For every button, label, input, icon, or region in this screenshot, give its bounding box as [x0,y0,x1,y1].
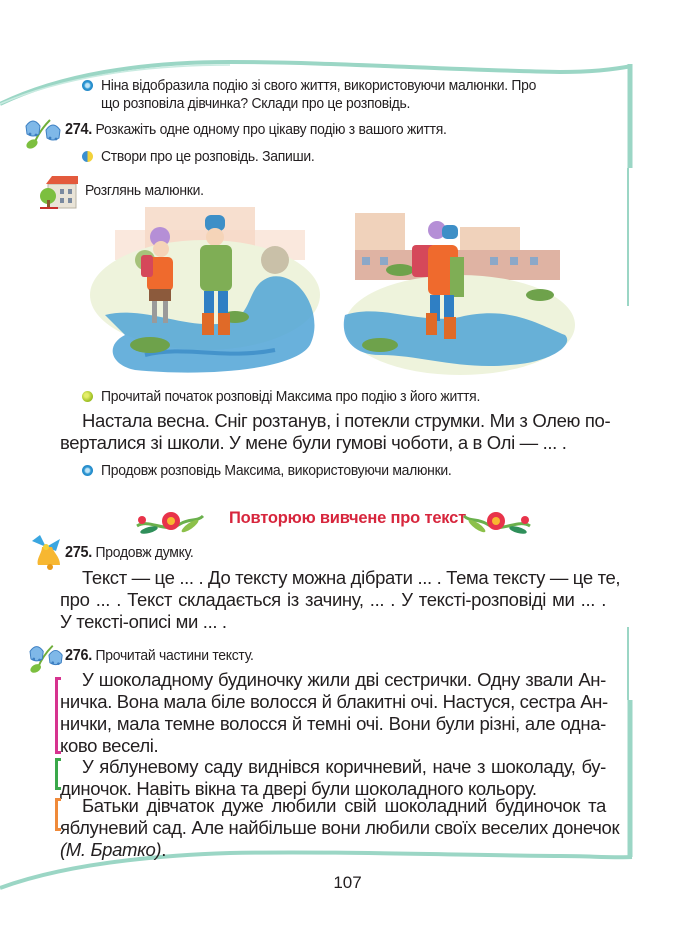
exercise-text: Продовж думку. [95,544,194,561]
part1-line-4: ково веселі. [60,735,159,756]
read-prompt: Прочитай початок розповіді Максима про подію з його життя. [101,388,481,405]
exercise-number: 276. [65,647,92,664]
ex275-line-1: Текст — це ... . До тексту можна дібрати ... . Тема тексту — це те, [82,567,621,588]
part1-line-3: нички, мала темне волосся й темні очі. Вони були різні, але одна- [60,713,606,734]
bell-icon [26,533,66,571]
page-number: 107 [333,873,362,892]
part2-line-1: У яблуневому саду виднівся коричневий, наче з шоколаду, бу- [82,756,606,777]
boy-carrying-girl-across-stream-illustration [340,205,580,375]
part1-line-2: ничка. Вона мала біле волосся й блакитні очі. Настуся, сестра Ан- [60,691,608,712]
children-by-stream-illustration [85,205,330,375]
exercise-text: Прочитай частини тексту. [95,647,254,664]
green-circle-bullet-icon [82,391,93,402]
exercise-number: 274. [65,121,92,138]
exercise-number: 275. [65,544,92,561]
text-part-3 [60,795,620,861]
half-blue-yellow-bullet-icon [82,151,93,162]
continue-prompt: Продовж розповідь Максима, використовуючи малюнки. [101,462,452,479]
exercise-276-prompt [65,645,254,666]
story-line-2: верталися зі школи. У мене були гумові чоботи, а в Олі — ... . [60,432,567,453]
blue-circle-bullet-icon [82,465,93,476]
story-line-1: Настала весна. Сніг розтанув, і потекли струмки. Ми з Олею по- [82,410,611,431]
part3-author-line [60,839,606,861]
author-period: . [161,839,167,860]
exercise-274-sub: Створи про це розповідь. Запиши. [101,148,315,165]
ex275-line-2: про ... . Текст складається із зачину, ... . У тексті-розповіді ми ... . [60,589,606,610]
house-with-tree-icon [38,172,80,210]
part3-line-2: яблуневий сад. Але найбільше вони любили своїх веселих донечок [60,817,620,838]
blue-circle-bullet-icon [82,80,93,91]
maksym-story [60,410,611,454]
ex275-line-3: У тексті-описі ми ... . [60,611,227,632]
text-part-1 [60,669,606,757]
exercise-275-prompt [65,542,193,563]
section-heading: Повторюю вивчене про текст [229,509,466,527]
part2-line-2: диночок. Навіть вікна та двері були шоколадного кольору. [60,778,537,799]
exercise-275-text [60,567,621,633]
intro-line-2: що розповіла дівчинка? Склади про це розповідь. [101,95,411,112]
author-attribution: (М. Братко) [60,839,162,860]
floral-ornament-right-icon [462,508,532,538]
bluebell-flowers-icon [24,114,66,152]
exercise-274-prompt [65,119,447,140]
text-part-2 [60,756,606,800]
look-at-pictures-text: Розглянь малюнки. [85,182,204,199]
intro-line-1: Ніна відобразила подію зі свого життя, використовуючи малюнки. Про [101,77,537,94]
part3-line-1: Батьки дівчаток дуже любили свій шоколадний будиночок та [82,795,606,816]
part1-line-1: У шоколадному будиночку жили дві сестрички. Одну звали Ан- [82,669,606,690]
exercise-text: Розкажіть одне одному про цікаву подію з вашого життя. [95,121,447,138]
